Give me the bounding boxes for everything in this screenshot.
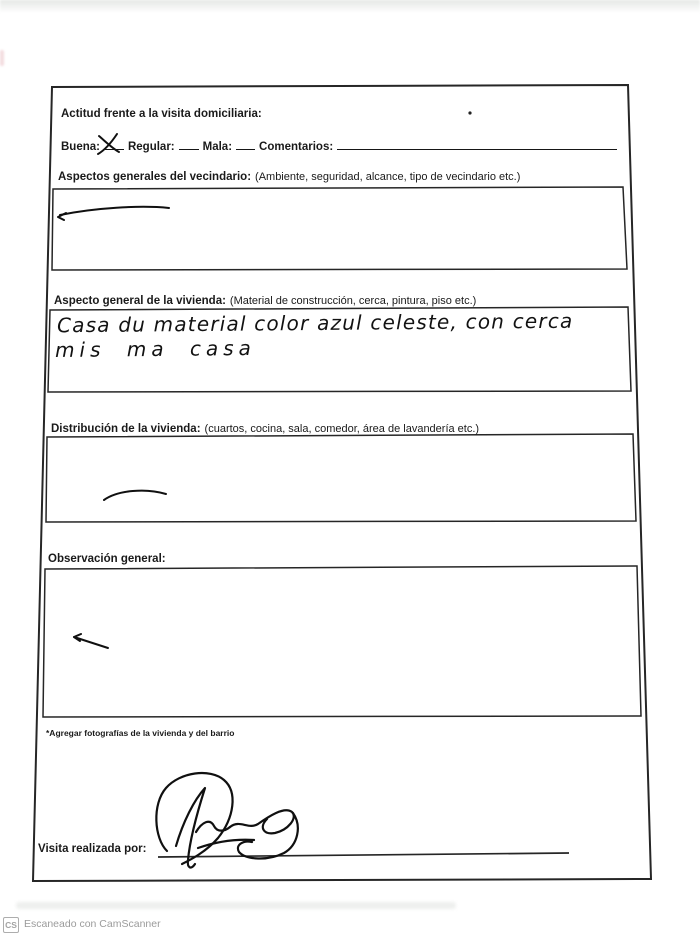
mala-blank-line — [236, 136, 255, 150]
vecindario-hint-text: (Ambiente, seguridad, alcance, tipo de vecindario etc.) — [255, 171, 521, 183]
vecindario-box — [52, 187, 627, 270]
distribucion-pen-stroke — [104, 491, 166, 500]
vecindario-pen-stroke — [58, 207, 169, 220]
regular-blank-line — [179, 136, 199, 150]
camscanner-logo-icon: CS — [3, 917, 19, 933]
vivienda-handwriting-line2: mis ma casa — [54, 335, 256, 363]
vivienda-hint-text: (Material de construcción, cerca, pintura, piso etc.) — [229, 295, 477, 307]
observacion-label-text: Observación general: — [48, 553, 166, 565]
signature — [156, 773, 297, 867]
form-outer-border — [33, 85, 651, 881]
vivienda-section-label — [54, 295, 476, 309]
visita-signature-line — [158, 853, 569, 857]
photos-footnote: *Agregar fotografías de la vivienda y del barrio — [46, 728, 235, 738]
vivienda-label-text: Aspecto general de la vivienda: — [54, 295, 226, 307]
buena-label: Buena: — [61, 141, 100, 153]
distribucion-label-text: Distribución de la vivienda: — [51, 423, 201, 435]
attitude-title: Actitud frente a la visita domiciliaria: — [61, 108, 262, 120]
vecindario-section-label — [58, 171, 520, 185]
distribucion-hint-text: (cuartos, cocina, sala, comedor, área de lavandería etc.) — [204, 423, 480, 435]
observacion-pen-stroke — [74, 634, 108, 648]
buena-blank-line — [104, 136, 124, 150]
mala-label: Mala: — [202, 141, 233, 153]
vivienda-handwriting-line1: Casa du material color azul celeste, con cerca — [56, 308, 574, 338]
ink-dot — [468, 111, 471, 114]
visita-realizada-label: Visita realizada por: — [38, 843, 147, 855]
comentarios-label: Comentarios: — [259, 141, 334, 153]
observacion-box — [43, 566, 641, 717]
distribucion-box — [46, 434, 636, 522]
comentarios-blank-line — [337, 136, 617, 150]
camscanner-watermark-text: Escaneado con CamScanner — [24, 918, 161, 930]
observacion-section-label — [48, 553, 166, 567]
attitude-options-row — [61, 136, 617, 153]
distribucion-section-label — [51, 423, 479, 437]
vecindario-label-text: Aspectos generales del vecindario: — [58, 171, 252, 183]
regular-label: Regular: — [127, 141, 175, 153]
